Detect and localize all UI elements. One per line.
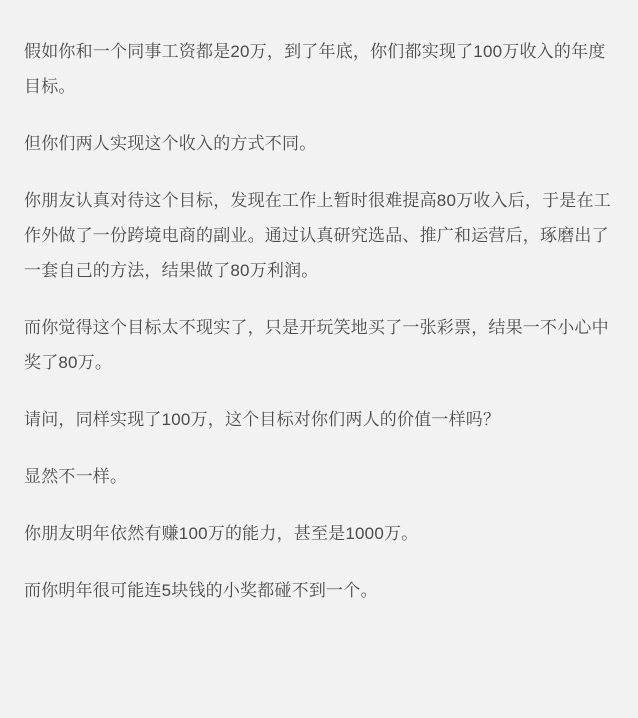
paragraph: 请问，同样实现了100万，这个目标对你们两人的价值一样吗？ — [24, 410, 501, 429]
paragraph: 假如你和一个同事工资都是20万，到了年底，你们都实现了100万收入的年度目标。 — [24, 42, 606, 96]
paragraph: 但你们两人实现这个收入的方式不同。 — [24, 134, 317, 153]
paragraph: 显然不一样。 — [24, 467, 128, 486]
paragraph: 而你觉得这个目标太不现实了，只是开玩笑地买了一张彩票，结果一不小心中奖了80万。 — [24, 318, 609, 372]
paragraph: 你朋友认真对待这个目标，发现在工作上暂时很难提高80万收入后，于是在工作外做了一份跨境电商的副业。通过认真研究选品、推广和运营后，琢磨出了一套自己的方法，结果做了80万利润。 — [24, 191, 611, 280]
paragraph: 而你明年很可能连5块钱的小奖都碰不到一个。 — [24, 581, 378, 600]
paragraph: 你朋友明年依然有赚100万的能力，甚至是1000万。 — [24, 524, 419, 543]
